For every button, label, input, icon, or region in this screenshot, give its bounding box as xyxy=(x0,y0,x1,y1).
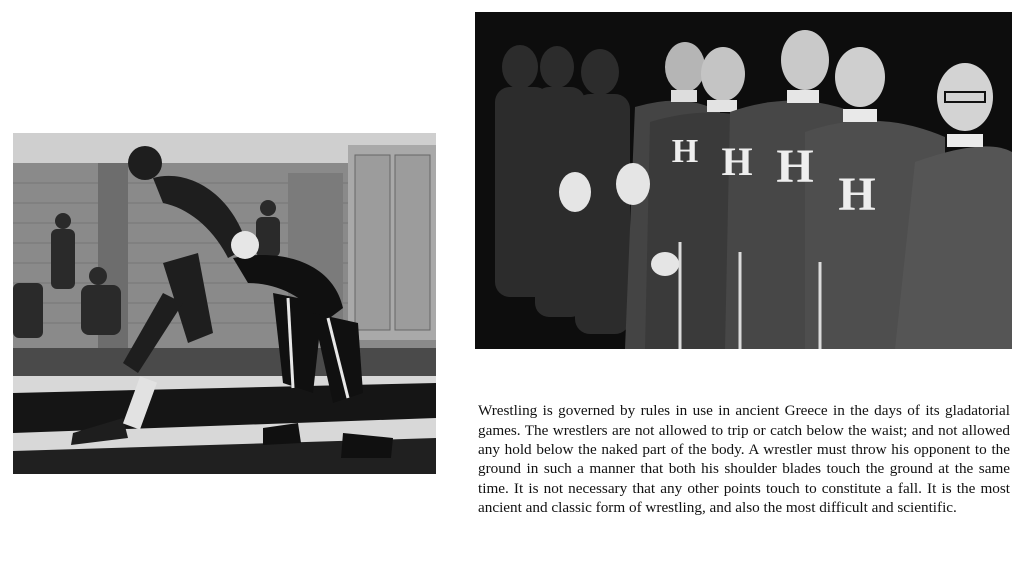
team-lineup-photo xyxy=(475,12,1012,349)
wrestling-match-photo xyxy=(13,133,436,474)
sweater-letter: H xyxy=(838,168,876,221)
sweater-letter: H xyxy=(671,133,699,170)
sweater-letter: H xyxy=(776,140,814,193)
wrestling-rules-caption: Wrestling is governed by rules in use in ancient Greece in the days of its gladatorial games. The wrestlers are not allowed to trip or catch below the waist; and not allowed any hold below the naked part of the body. A wrestler must throw his opponent to the ground in such a manner that both his shoulder blades touch the ground at the same time. It is not necessary that any other points touch to constitute a fall. It is the most ancient and classic form of wrestling, and also the most difficult and scientific. xyxy=(478,402,1010,517)
sweater-letter: H xyxy=(721,139,753,184)
